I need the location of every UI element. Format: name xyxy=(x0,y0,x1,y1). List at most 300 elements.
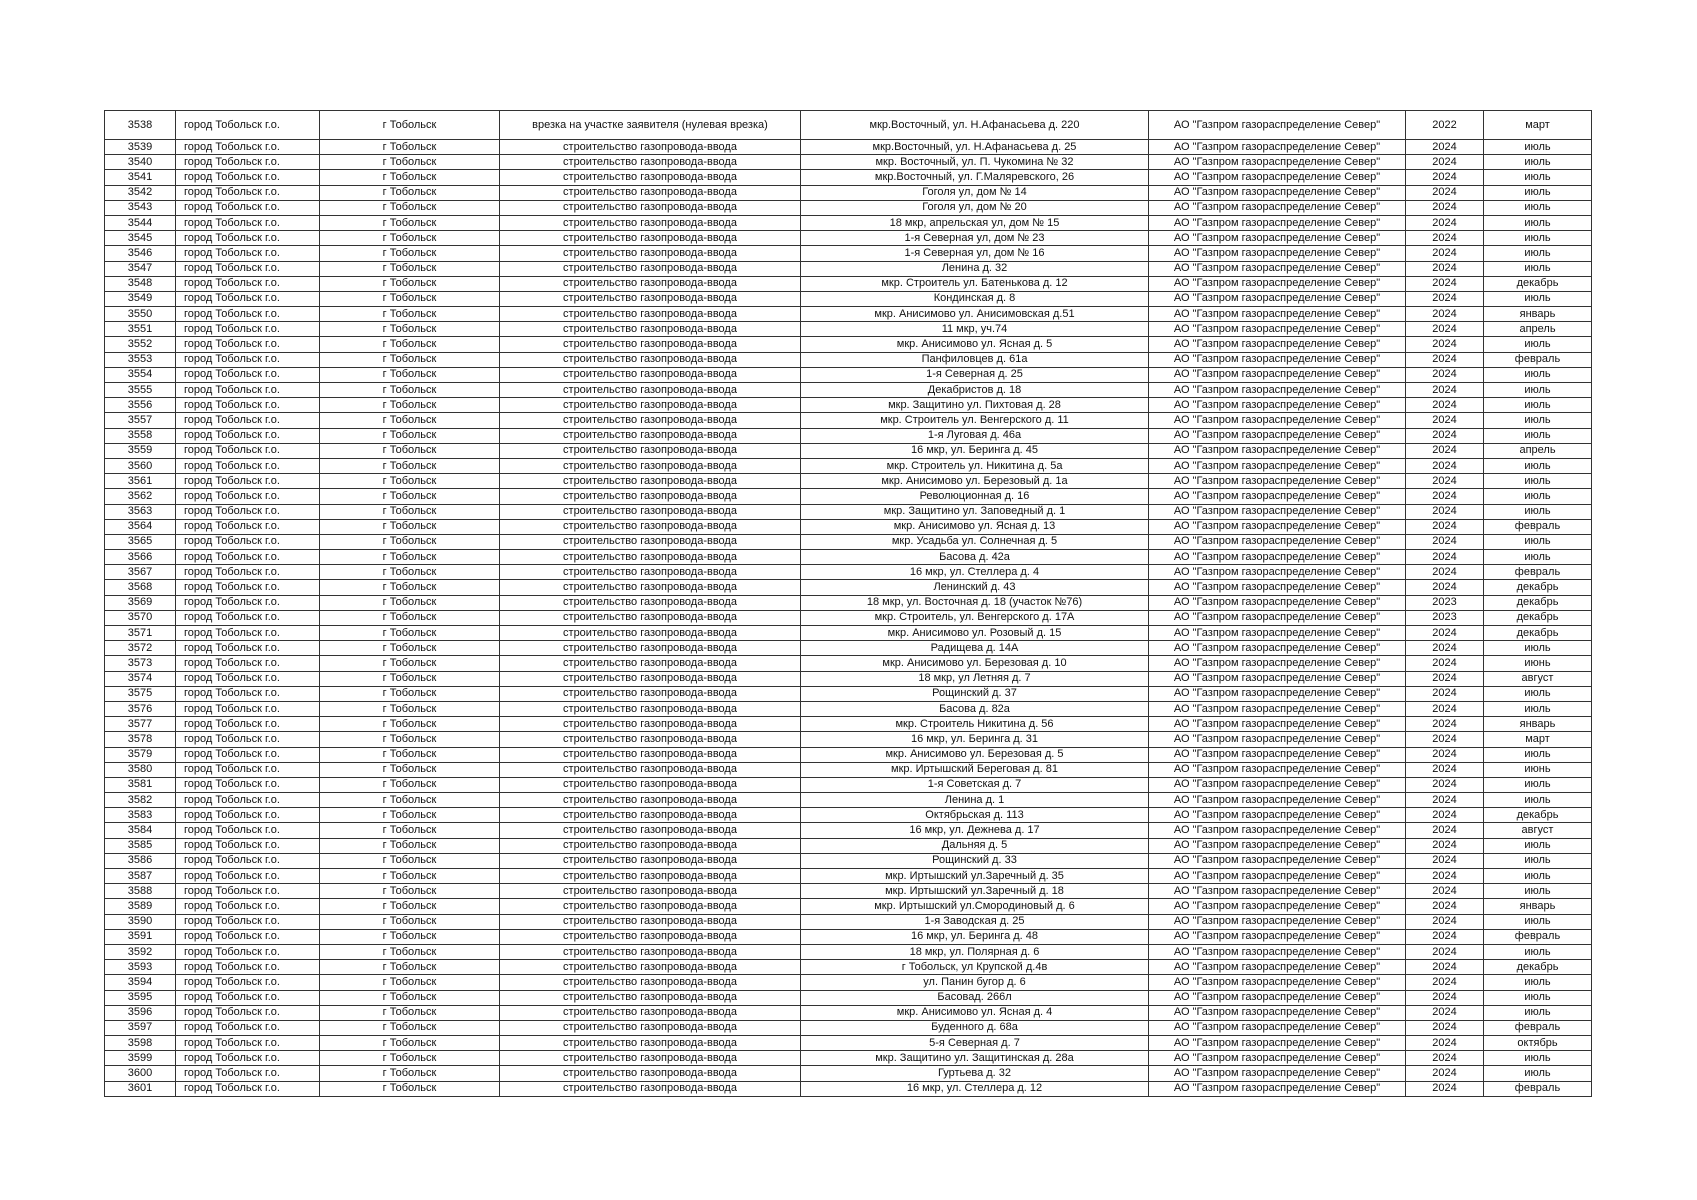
cell-address: мкр.Восточный, ул. Н.Афанасьева д. 220 xyxy=(801,111,1149,140)
cell-district: город Тобольск г.о. xyxy=(176,686,320,701)
cell-year: 2024 xyxy=(1406,580,1484,595)
cell-address: г Тобольск, ул Крупской д.4в xyxy=(801,960,1149,975)
cell-work-type: строительство газопровода-ввода xyxy=(500,291,801,306)
cell-month: июль xyxy=(1484,686,1592,701)
table-row xyxy=(105,428,1592,443)
cell-number: 3540 xyxy=(105,155,176,170)
cell-locality: г Тобольск xyxy=(320,686,500,701)
table-row xyxy=(105,975,1592,990)
cell-number: 3571 xyxy=(105,626,176,641)
cell-locality: г Тобольск xyxy=(320,944,500,959)
cell-number: 3574 xyxy=(105,671,176,686)
cell-year: 2024 xyxy=(1406,489,1484,504)
cell-work-type: строительство газопровода-ввода xyxy=(500,458,801,473)
cell-address: мкр. Защитино ул. Заповедный д. 1 xyxy=(801,504,1149,519)
cell-month: июль xyxy=(1484,337,1592,352)
table-row xyxy=(105,398,1592,413)
cell-number: 3570 xyxy=(105,610,176,625)
cell-district: город Тобольск г.о. xyxy=(176,550,320,565)
cell-organization: АО "Газпром газораспределение Север" xyxy=(1149,337,1406,352)
cell-year: 2024 xyxy=(1406,215,1484,230)
cell-address: мкр.Восточный, ул. Н.Афанасьева д. 25 xyxy=(801,140,1149,155)
cell-work-type: строительство газопровода-ввода xyxy=(500,1066,801,1081)
cell-work-type: строительство газопровода-ввода xyxy=(500,428,801,443)
cell-number: 3565 xyxy=(105,534,176,549)
cell-locality: г Тобольск xyxy=(320,869,500,884)
cell-locality: г Тобольск xyxy=(320,1051,500,1066)
cell-work-type: строительство газопровода-ввода xyxy=(500,1051,801,1066)
cell-locality: г Тобольск xyxy=(320,777,500,792)
table-row xyxy=(105,899,1592,914)
cell-number: 3555 xyxy=(105,383,176,398)
cell-organization: АО "Газпром газораспределение Север" xyxy=(1149,383,1406,398)
cell-locality: г Тобольск xyxy=(320,656,500,671)
cell-district: город Тобольск г.о. xyxy=(176,200,320,215)
cell-month: июль xyxy=(1484,383,1592,398)
cell-year: 2024 xyxy=(1406,398,1484,413)
table-row xyxy=(105,383,1592,398)
cell-organization: АО "Газпром газораспределение Север" xyxy=(1149,413,1406,428)
cell-work-type: строительство газопровода-ввода xyxy=(500,747,801,762)
cell-address: 18 мкр, апрельская ул, дом № 15 xyxy=(801,215,1149,230)
cell-address: мкр. Иртышский ул.Заречный д. 18 xyxy=(801,884,1149,899)
cell-address: Радищева д. 14А xyxy=(801,641,1149,656)
cell-locality: г Тобольск xyxy=(320,595,500,610)
cell-month: июль xyxy=(1484,474,1592,489)
cell-year: 2024 xyxy=(1406,671,1484,686)
cell-month: июль xyxy=(1484,914,1592,929)
cell-work-type: строительство газопровода-ввода xyxy=(500,534,801,549)
cell-organization: АО "Газпром газораспределение Север" xyxy=(1149,671,1406,686)
cell-work-type: строительство газопровода-ввода xyxy=(500,550,801,565)
cell-month: июль xyxy=(1484,884,1592,899)
cell-work-type: строительство газопровода-ввода xyxy=(500,671,801,686)
cell-district: город Тобольск г.о. xyxy=(176,443,320,458)
cell-organization: АО "Газпром газораспределение Север" xyxy=(1149,793,1406,808)
cell-locality: г Тобольск xyxy=(320,823,500,838)
cell-organization: АО "Газпром газораспределение Север" xyxy=(1149,762,1406,777)
cell-district: город Тобольск г.о. xyxy=(176,869,320,884)
cell-number: 3599 xyxy=(105,1051,176,1066)
cell-district: город Тобольск г.о. xyxy=(176,504,320,519)
cell-locality: г Тобольск xyxy=(320,762,500,777)
cell-number: 3550 xyxy=(105,307,176,322)
cell-work-type: строительство газопровода-ввода xyxy=(500,595,801,610)
cell-work-type: строительство газопровода-ввода xyxy=(500,565,801,580)
cell-year: 2024 xyxy=(1406,1051,1484,1066)
cell-month: июль xyxy=(1484,853,1592,868)
cell-district: город Тобольск г.о. xyxy=(176,352,320,367)
table-row xyxy=(105,367,1592,382)
cell-district: город Тобольск г.о. xyxy=(176,261,320,276)
cell-work-type: строительство газопровода-ввода xyxy=(500,322,801,337)
cell-work-type: строительство газопровода-ввода xyxy=(500,398,801,413)
cell-address: мкр. Анисимово ул. Березовая д. 5 xyxy=(801,747,1149,762)
cell-district: город Тобольск г.о. xyxy=(176,975,320,990)
cell-number: 3588 xyxy=(105,884,176,899)
cell-work-type: строительство газопровода-ввода xyxy=(500,899,801,914)
cell-locality: г Тобольск xyxy=(320,200,500,215)
table-row xyxy=(105,352,1592,367)
cell-locality: г Тобольск xyxy=(320,808,500,823)
cell-locality: г Тобольск xyxy=(320,170,500,185)
cell-month: февраль xyxy=(1484,352,1592,367)
cell-month: июль xyxy=(1484,777,1592,792)
cell-number: 3569 xyxy=(105,595,176,610)
cell-work-type: строительство газопровода-ввода xyxy=(500,793,801,808)
cell-locality: г Тобольск xyxy=(320,550,500,565)
table-row xyxy=(105,200,1592,215)
cell-work-type: строительство газопровода-ввода xyxy=(500,413,801,428)
cell-address: мкр. Анисимово ул. Ясная д. 5 xyxy=(801,337,1149,352)
cell-year: 2024 xyxy=(1406,367,1484,382)
cell-district: город Тобольск г.о. xyxy=(176,215,320,230)
cell-address: 16 мкр, ул. Беринга д. 48 xyxy=(801,929,1149,944)
cell-address: мкр. Восточный, ул. П. Чукомина № 32 xyxy=(801,155,1149,170)
cell-locality: г Тобольск xyxy=(320,1036,500,1051)
cell-number: 3553 xyxy=(105,352,176,367)
cell-locality: г Тобольск xyxy=(320,793,500,808)
table-row xyxy=(105,595,1592,610)
cell-address: мкр. Анисимово ул. Березовый д. 1а xyxy=(801,474,1149,489)
cell-month: июль xyxy=(1484,1066,1592,1081)
cell-organization: АО "Газпром газораспределение Север" xyxy=(1149,701,1406,716)
cell-year: 2024 xyxy=(1406,261,1484,276)
cell-number: 3538 xyxy=(105,111,176,140)
cell-locality: г Тобольск xyxy=(320,1020,500,1035)
cell-organization: АО "Газпром газораспределение Север" xyxy=(1149,550,1406,565)
cell-address: 11 мкр, уч.74 xyxy=(801,322,1149,337)
cell-address: мкр. Строитель, ул. Венгерского д. 17А xyxy=(801,610,1149,625)
cell-year: 2024 xyxy=(1406,276,1484,291)
cell-organization: АО "Газпром газораспределение Север" xyxy=(1149,747,1406,762)
cell-number: 3576 xyxy=(105,701,176,716)
cell-year: 2024 xyxy=(1406,1005,1484,1020)
cell-address: мкр. Строитель Никитина д. 56 xyxy=(801,717,1149,732)
table-body xyxy=(105,111,1592,1097)
cell-organization: АО "Газпром газораспределение Север" xyxy=(1149,686,1406,701)
cell-number: 3563 xyxy=(105,504,176,519)
table-row xyxy=(105,914,1592,929)
cell-district: город Тобольск г.о. xyxy=(176,307,320,322)
cell-district: город Тобольск г.о. xyxy=(176,808,320,823)
cell-address: Гоголя ул, дом № 20 xyxy=(801,200,1149,215)
cell-number: 3593 xyxy=(105,960,176,975)
cell-address: мкр. Анисимово ул. Ясная д. 4 xyxy=(801,1005,1149,1020)
cell-address: Буденного д. 68а xyxy=(801,1020,1149,1035)
cell-address: Басовад. 266л xyxy=(801,990,1149,1005)
cell-locality: г Тобольск xyxy=(320,140,500,155)
cell-work-type: строительство газопровода-ввода xyxy=(500,367,801,382)
cell-organization: АО "Газпром газораспределение Север" xyxy=(1149,443,1406,458)
cell-district: город Тобольск г.о. xyxy=(176,899,320,914)
table-row xyxy=(105,1051,1592,1066)
cell-address: 1-я Луговая д. 46а xyxy=(801,428,1149,443)
cell-year: 2024 xyxy=(1406,838,1484,853)
cell-number: 3577 xyxy=(105,717,176,732)
cell-district: город Тобольск г.о. xyxy=(176,717,320,732)
cell-number: 3544 xyxy=(105,215,176,230)
table-row xyxy=(105,732,1592,747)
cell-month: июль xyxy=(1484,231,1592,246)
cell-work-type: строительство газопровода-ввода xyxy=(500,246,801,261)
cell-year: 2024 xyxy=(1406,701,1484,716)
table-row xyxy=(105,322,1592,337)
cell-organization: АО "Газпром газораспределение Север" xyxy=(1149,276,1406,291)
cell-organization: АО "Газпром газораспределение Север" xyxy=(1149,732,1406,747)
table-row xyxy=(105,1036,1592,1051)
cell-month: июль xyxy=(1484,990,1592,1005)
cell-organization: АО "Газпром газораспределение Север" xyxy=(1149,626,1406,641)
cell-number: 3556 xyxy=(105,398,176,413)
cell-locality: г Тобольск xyxy=(320,914,500,929)
cell-address: ул. Панин бугор д. 6 xyxy=(801,975,1149,990)
cell-locality: г Тобольск xyxy=(320,322,500,337)
table-row xyxy=(105,656,1592,671)
cell-number: 3558 xyxy=(105,428,176,443)
cell-number: 3567 xyxy=(105,565,176,580)
cell-organization: АО "Газпром газораспределение Север" xyxy=(1149,1036,1406,1051)
cell-locality: г Тобольск xyxy=(320,398,500,413)
cell-work-type: строительство газопровода-ввода xyxy=(500,686,801,701)
cell-locality: г Тобольск xyxy=(320,701,500,716)
cell-month: февраль xyxy=(1484,519,1592,534)
cell-address: 16 мкр, ул. Дежнева д. 17 xyxy=(801,823,1149,838)
cell-district: город Тобольск г.о. xyxy=(176,155,320,170)
cell-locality: г Тобольск xyxy=(320,352,500,367)
cell-locality: г Тобольск xyxy=(320,276,500,291)
cell-year: 2024 xyxy=(1406,686,1484,701)
cell-address: Басова д. 42а xyxy=(801,550,1149,565)
cell-locality: г Тобольск xyxy=(320,519,500,534)
cell-district: город Тобольск г.о. xyxy=(176,367,320,382)
cell-address: мкр. Анисимово ул. Анисимовская д.51 xyxy=(801,307,1149,322)
table-row xyxy=(105,929,1592,944)
cell-district: город Тобольск г.о. xyxy=(176,140,320,155)
cell-month: июль xyxy=(1484,1051,1592,1066)
cell-organization: АО "Газпром газораспределение Север" xyxy=(1149,808,1406,823)
cell-organization: АО "Газпром газораспределение Север" xyxy=(1149,474,1406,489)
cell-organization: АО "Газпром газораспределение Север" xyxy=(1149,519,1406,534)
cell-year: 2024 xyxy=(1406,899,1484,914)
cell-work-type: строительство газопровода-ввода xyxy=(500,884,801,899)
table-row xyxy=(105,671,1592,686)
cell-organization: АО "Газпром газораспределение Север" xyxy=(1149,944,1406,959)
cell-organization: АО "Газпром газораспределение Север" xyxy=(1149,580,1406,595)
cell-organization: АО "Газпром газораспределение Север" xyxy=(1149,838,1406,853)
cell-district: город Тобольск г.о. xyxy=(176,111,320,140)
cell-month: июль xyxy=(1484,140,1592,155)
table-row xyxy=(105,534,1592,549)
cell-work-type: строительство газопровода-ввода xyxy=(500,975,801,990)
cell-address: Рощинский д. 33 xyxy=(801,853,1149,868)
cell-district: город Тобольск г.о. xyxy=(176,185,320,200)
table-row xyxy=(105,231,1592,246)
cell-district: город Тобольск г.о. xyxy=(176,519,320,534)
cell-work-type: строительство газопровода-ввода xyxy=(500,944,801,959)
cell-year: 2024 xyxy=(1406,246,1484,261)
table-row xyxy=(105,170,1592,185)
cell-district: город Тобольск г.о. xyxy=(176,1081,320,1096)
cell-month: июль xyxy=(1484,489,1592,504)
cell-district: город Тобольск г.о. xyxy=(176,595,320,610)
cell-address: 18 мкр, ул Летняя д. 7 xyxy=(801,671,1149,686)
cell-organization: АО "Газпром газораспределение Север" xyxy=(1149,1051,1406,1066)
cell-year: 2024 xyxy=(1406,656,1484,671)
cell-month: декабрь xyxy=(1484,595,1592,610)
cell-district: город Тобольск г.о. xyxy=(176,747,320,762)
cell-address: Дальняя д. 5 xyxy=(801,838,1149,853)
cell-organization: АО "Газпром газораспределение Север" xyxy=(1149,352,1406,367)
cell-year: 2024 xyxy=(1406,337,1484,352)
cell-number: 3551 xyxy=(105,322,176,337)
cell-organization: АО "Газпром газораспределение Север" xyxy=(1149,534,1406,549)
cell-organization: АО "Газпром газораспределение Север" xyxy=(1149,185,1406,200)
cell-month: июль xyxy=(1484,869,1592,884)
table-row xyxy=(105,990,1592,1005)
cell-work-type: строительство газопровода-ввода xyxy=(500,1005,801,1020)
cell-address: 16 мкр, ул. Беринга д. 31 xyxy=(801,732,1149,747)
cell-organization: АО "Газпром газораспределение Север" xyxy=(1149,170,1406,185)
cell-district: город Тобольск г.о. xyxy=(176,565,320,580)
cell-locality: г Тобольск xyxy=(320,975,500,990)
cell-locality: г Тобольск xyxy=(320,580,500,595)
cell-locality: г Тобольск xyxy=(320,215,500,230)
cell-month: июль xyxy=(1484,398,1592,413)
cell-number: 3583 xyxy=(105,808,176,823)
cell-locality: г Тобольск xyxy=(320,504,500,519)
table-row xyxy=(105,701,1592,716)
cell-year: 2024 xyxy=(1406,777,1484,792)
cell-month: июль xyxy=(1484,747,1592,762)
cell-organization: АО "Газпром газораспределение Север" xyxy=(1149,291,1406,306)
cell-year: 2024 xyxy=(1406,762,1484,777)
cell-district: город Тобольск г.о. xyxy=(176,231,320,246)
cell-locality: г Тобольск xyxy=(320,111,500,140)
cell-address: Гоголя ул, дом № 14 xyxy=(801,185,1149,200)
cell-district: город Тобольск г.о. xyxy=(176,383,320,398)
cell-work-type: строительство газопровода-ввода xyxy=(500,352,801,367)
cell-number: 3587 xyxy=(105,869,176,884)
cell-month: июль xyxy=(1484,200,1592,215)
cell-district: город Тобольск г.о. xyxy=(176,458,320,473)
cell-work-type: строительство газопровода-ввода xyxy=(500,777,801,792)
table-row xyxy=(105,626,1592,641)
table-row xyxy=(105,1020,1592,1035)
table-row xyxy=(105,185,1592,200)
cell-number: 3592 xyxy=(105,944,176,959)
cell-number: 3601 xyxy=(105,1081,176,1096)
cell-month: июль xyxy=(1484,185,1592,200)
cell-locality: г Тобольск xyxy=(320,747,500,762)
cell-work-type: строительство газопровода-ввода xyxy=(500,504,801,519)
cell-address: мкр. Анисимово ул. Березовая д. 10 xyxy=(801,656,1149,671)
cell-number: 3596 xyxy=(105,1005,176,1020)
cell-district: город Тобольск г.о. xyxy=(176,428,320,443)
cell-month: январь xyxy=(1484,899,1592,914)
table-row xyxy=(105,641,1592,656)
cell-organization: АО "Газпром газораспределение Север" xyxy=(1149,610,1406,625)
cell-work-type: строительство газопровода-ввода xyxy=(500,960,801,975)
cell-organization: АО "Газпром газораспределение Север" xyxy=(1149,215,1406,230)
cell-work-type: строительство газопровода-ввода xyxy=(500,337,801,352)
cell-locality: г Тобольск xyxy=(320,853,500,868)
table-row xyxy=(105,793,1592,808)
cell-organization: АО "Газпром газораспределение Север" xyxy=(1149,565,1406,580)
cell-address: Ленина д. 1 xyxy=(801,793,1149,808)
cell-organization: АО "Газпром газораспределение Север" xyxy=(1149,1081,1406,1096)
cell-organization: АО "Газпром газораспределение Север" xyxy=(1149,656,1406,671)
cell-organization: АО "Газпром газораспределение Север" xyxy=(1149,853,1406,868)
table-row xyxy=(105,443,1592,458)
cell-district: город Тобольск г.о. xyxy=(176,914,320,929)
cell-month: июль xyxy=(1484,793,1592,808)
cell-locality: г Тобольск xyxy=(320,610,500,625)
cell-number: 3548 xyxy=(105,276,176,291)
cell-organization: АО "Газпром газораспределение Север" xyxy=(1149,200,1406,215)
cell-district: город Тобольск г.о. xyxy=(176,291,320,306)
cell-work-type: строительство газопровода-ввода xyxy=(500,519,801,534)
cell-work-type: строительство газопровода-ввода xyxy=(500,200,801,215)
cell-number: 3572 xyxy=(105,641,176,656)
cell-address: мкр. Усадьба ул. Солнечная д. 5 xyxy=(801,534,1149,549)
cell-year: 2024 xyxy=(1406,944,1484,959)
cell-month: январь xyxy=(1484,717,1592,732)
cell-year: 2024 xyxy=(1406,990,1484,1005)
cell-locality: г Тобольск xyxy=(320,474,500,489)
cell-work-type: строительство газопровода-ввода xyxy=(500,185,801,200)
cell-number: 3564 xyxy=(105,519,176,534)
cell-month: июль xyxy=(1484,246,1592,261)
cell-organization: АО "Газпром газораспределение Север" xyxy=(1149,990,1406,1005)
cell-organization: АО "Газпром газораспределение Север" xyxy=(1149,1066,1406,1081)
cell-month: июль xyxy=(1484,701,1592,716)
cell-number: 3584 xyxy=(105,823,176,838)
cell-district: город Тобольск г.о. xyxy=(176,838,320,853)
cell-address: мкр. Защитино ул. Защитинская д. 28а xyxy=(801,1051,1149,1066)
cell-locality: г Тобольск xyxy=(320,231,500,246)
table-row xyxy=(105,565,1592,580)
table-row xyxy=(105,246,1592,261)
cell-address: мкр. Защитино ул. Пихтовая д. 28 xyxy=(801,398,1149,413)
cell-organization: АО "Газпром газораспределение Север" xyxy=(1149,1020,1406,1035)
cell-number: 3552 xyxy=(105,337,176,352)
cell-work-type: строительство газопровода-ввода xyxy=(500,717,801,732)
cell-work-type: строительство газопровода-ввода xyxy=(500,929,801,944)
cell-year: 2022 xyxy=(1406,111,1484,140)
cell-district: город Тобольск г.о. xyxy=(176,1020,320,1035)
table-row xyxy=(105,504,1592,519)
cell-month: апрель xyxy=(1484,443,1592,458)
cell-number: 3589 xyxy=(105,899,176,914)
cell-number: 3598 xyxy=(105,1036,176,1051)
cell-number: 3566 xyxy=(105,550,176,565)
cell-locality: г Тобольск xyxy=(320,1081,500,1096)
cell-organization: АО "Газпром газораспределение Север" xyxy=(1149,489,1406,504)
cell-number: 3560 xyxy=(105,458,176,473)
cell-address: Гуртьева д. 32 xyxy=(801,1066,1149,1081)
cell-address: мкр. Иртышский ул.Смородиновый д. 6 xyxy=(801,899,1149,914)
cell-year: 2024 xyxy=(1406,155,1484,170)
cell-district: город Тобольск г.о. xyxy=(176,656,320,671)
cell-district: город Тобольск г.о. xyxy=(176,626,320,641)
cell-work-type: строительство газопровода-ввода xyxy=(500,732,801,747)
cell-locality: г Тобольск xyxy=(320,413,500,428)
table-row xyxy=(105,823,1592,838)
cell-address: мкр. Иртышский ул.Заречный д. 35 xyxy=(801,869,1149,884)
cell-work-type: строительство газопровода-ввода xyxy=(500,701,801,716)
cell-year: 2024 xyxy=(1406,185,1484,200)
